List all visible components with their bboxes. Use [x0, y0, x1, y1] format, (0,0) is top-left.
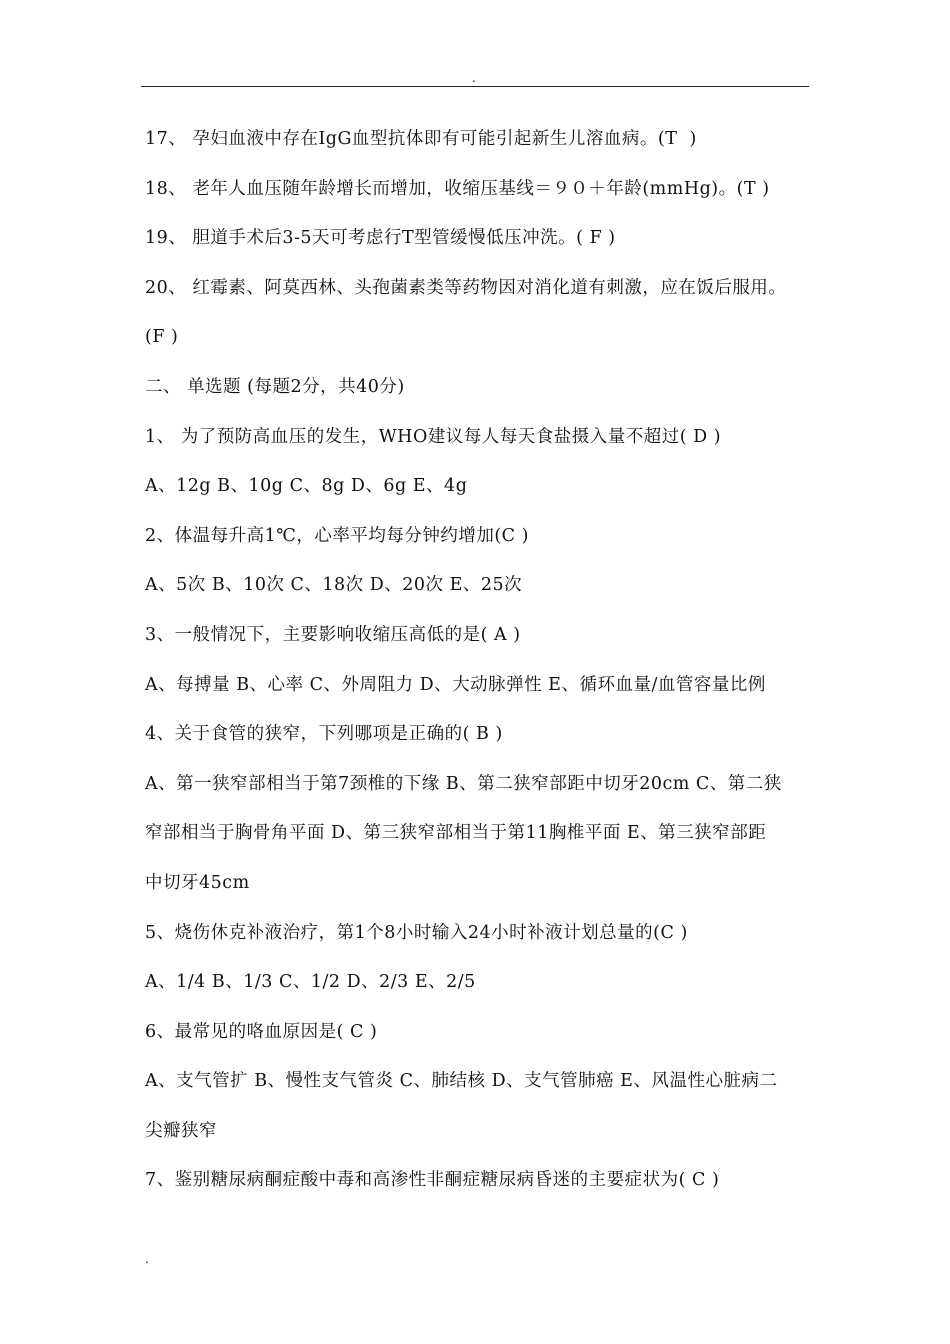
mc-question-6: 6、最常见的咯血原因是( C ) [145, 1021, 378, 1042]
mc-question-2: 2、体温每升高1℃，心率平均每分钟约增加(C ) [145, 525, 529, 546]
mc-question-7: 7、鉴别糖尿病酮症酸中毒和高渗性非酮症糖尿病昏迷的主要症状为( C ) [145, 1170, 720, 1191]
mc-options-5: A、1/4 B、1/3 C、1/2 D、2/3 E、2/5 [145, 972, 476, 993]
mc-options-2: A、5次 B、10次 C、18次 D、20次 E、25次 [145, 575, 523, 596]
question-20: 20、 红霉素、阿莫西林、头孢菌素类等药物因对消化道有刺激，应在饭后服用。 [145, 277, 787, 298]
mc-question-3: 3、一般情况下，主要影响收缩压高低的是( A ) [145, 624, 521, 645]
mc-options-4-cont: 窄部相当于胸骨角平面 D、第三狭窄部相当于第11胸椎平面 E、第三狭窄部距 [145, 823, 767, 844]
mc-question-4: 4、关于食管的狭窄，下列哪项是正确的( B ) [145, 724, 503, 745]
section-heading: 二、 单选题 (每题2分，共40分) [145, 376, 405, 397]
mc-options-4-end: 中切牙45cm [145, 872, 250, 893]
document-body [145, 124, 817, 1215]
mc-question-5: 5、烧伤休克补液治疗，第1个8小时输入24小时补液计划总量的(C ) [145, 922, 688, 943]
question-20-answer: (F ) [145, 327, 179, 348]
mc-options-6: A、支气管扩 B、慢性支气管炎 C、肺结核 D、支气管肺癌 E、风温性心脏病二 [145, 1071, 778, 1092]
mc-options-1: A、12g B、10g C、8g D、6g E、4g [145, 476, 468, 497]
mc-options-6-cont: 尖瓣狭窄 [145, 1120, 217, 1141]
mc-question-1: 1、 为了预防高血压的发生，WHO建议每人每天食盐摄入量不超过( D ) [145, 426, 722, 447]
header-rule [141, 86, 809, 87]
header-dot: . [472, 71, 476, 85]
footer-dot: . [145, 1252, 149, 1266]
mc-options-3: A、每搏量 B、心率 C、外周阻力 D、大动脉弹性 E、循环血量/血管容量比例 [145, 674, 766, 695]
mc-options-4: A、第一狭窄部相当于第7颈椎的下缘 B、第二狭窄部距中切牙20cm C、第二狭 [145, 773, 782, 794]
question-18: 18、 老年人血压随年龄增长而增加，收缩压基线＝９０＋年龄(mmHg)。(T ) [145, 178, 770, 199]
question-17: 17、 孕妇血液中存在IgG血型抗体即有可能引起新生儿溶血病。(T ) [145, 129, 697, 149]
question-19: 19、 胆道手术后3-5天可考虑行T型管缓慢低压冲洗。( F ) [145, 228, 616, 249]
